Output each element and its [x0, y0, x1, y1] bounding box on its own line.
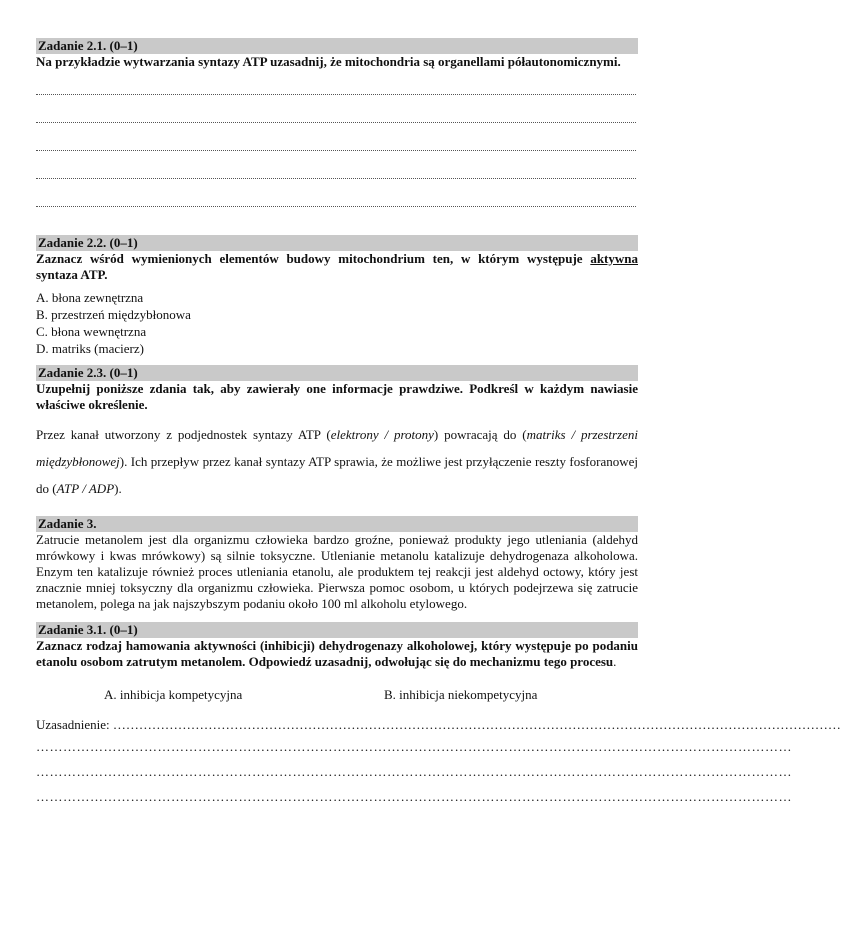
answer-dotted-line[interactable]: ……………………………………………………………………………………………………………………………………………………: [36, 739, 792, 754]
answer-line[interactable]: [36, 179, 636, 207]
answer-line[interactable]: [36, 95, 636, 123]
task-3-text: Zatrucie metanolem jest dla organizmu człowieka bardzo groźne, ponieważ produkty jego utleniania (aldehyd mrówkowy i kwas mrówkowy) są silnie toksyczne. Utlenianie metanolu katalizuje dehydrogenaza alkoholowa. Enzym ten katalizuje również proces utleniania etanolu, ale produktem tej reakcji jest aldehyd octowy, który jest znacznie mniej toksyczny dla organizmu człowieka. Pierwsza pomoc osobom, u których podejrzewa się zatrucie metanolem, polega na jak najszybszym podaniu około 100 ml alkoholu etylowego.: [36, 532, 638, 611]
answer-line[interactable]: [36, 123, 636, 151]
exam-page: [36, 38, 841, 809]
underlined-word: aktywna: [590, 251, 638, 266]
task-2-2-options: [36, 289, 638, 357]
option-b[interactable]: B. przestrzeń międzybłonowa: [36, 307, 191, 322]
bracket-choice-3[interactable]: ATP / ADP: [56, 481, 115, 496]
answer-line[interactable]: [36, 70, 636, 95]
task-2-1-title: Na przykładzie wytwarzania syntazy ATP uzasadnij, że mitochondria są organellami półautonomicznymi.: [36, 54, 621, 69]
justification-label: Uzasadnienie:: [36, 717, 113, 732]
option-c[interactable]: C. błona wewnętrzna: [36, 324, 147, 339]
bracket-choice-1[interactable]: elektrony / protony: [330, 427, 434, 442]
task-2-1-header: Zadanie 2.1. (0–1): [36, 38, 638, 54]
answer-dotted-line[interactable]: ……………………………………………………………………………………………………………………………………………………: [36, 764, 792, 779]
title-part: Zaznacz wśród wymienionych elementów budowy mitochondrium ten, w którym występuje: [36, 251, 591, 266]
task-2-3-title: Uzupełnij poniższe zdania tak, aby zawierały one informacje prawdziwe. Podkreśl w każdym nawiasie właściwe określenie.: [36, 381, 638, 412]
title-part: syntaza ATP.: [36, 267, 108, 282]
task-2-3-header: Zadanie 2.3. (0–1): [36, 365, 638, 381]
task-3-header: Zadanie 3.: [36, 516, 638, 532]
choice-a[interactable]: A. inhibicja kompetycyjna: [104, 687, 243, 702]
option-d[interactable]: D. matriks (macierz): [36, 341, 144, 356]
sentence-part: ) powracają do (: [433, 427, 527, 442]
task-3-1-title: [36, 638, 638, 670]
sentence-part: ). Ich przepływ przez kanał syntazy ATP sprawia, że możliwe jest przyłączenie reszty fosforanowej do (: [36, 454, 638, 496]
dotted-fill: ……………………………………………………………………………………………………………………………………………………: [112, 717, 841, 732]
title-part: Zaznacz rodzaj hamowania aktywności (inhibicji) dehydrogenazy alkoholowej, który występuje po podaniu etanolu osobom zatrutym metanolem. Odpowiedź uzasadnij, odwołując się do mechanizmu tego procesu: [36, 638, 638, 669]
answer-dotted-line[interactable]: ……………………………………………………………………………………………………………………………………………………: [36, 789, 792, 804]
justification-line[interactable]: [36, 716, 841, 734]
task-3-1-choices: [36, 686, 638, 704]
task-3-1-header: Zadanie 3.1. (0–1): [36, 622, 638, 638]
task-2-2-title: [36, 251, 638, 283]
bracket-choice-2[interactable]: matriks / przestrzeni międzybłonowej: [36, 427, 638, 469]
choice-b[interactable]: B. inhibicja niekompetycyjna: [384, 687, 538, 702]
sentence-part: Przez kanał utworzony z podjednostek syntazy ATP (: [36, 427, 331, 442]
task-2-2-header: Zadanie 2.2. (0–1): [36, 235, 638, 251]
task-2-1-answer-area[interactable]: [36, 70, 638, 207]
title-period: .: [613, 654, 617, 669]
task-2-3-sentences: [36, 421, 638, 502]
answer-line[interactable]: [36, 151, 636, 179]
sentence-part: ).: [114, 481, 122, 496]
option-a[interactable]: A. błona zewnętrzna: [36, 290, 144, 305]
